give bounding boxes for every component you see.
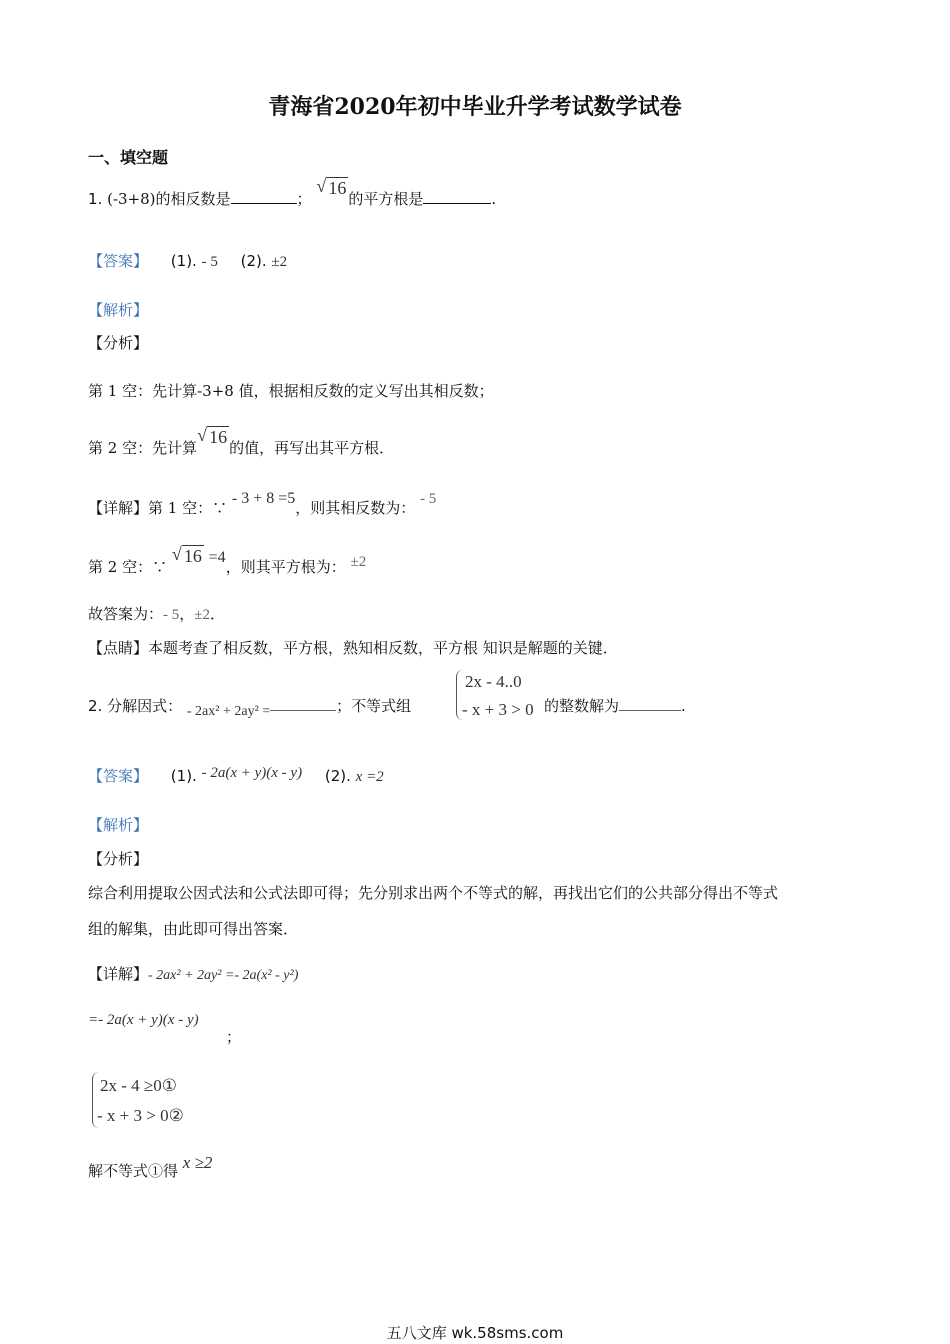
text: ，则其相反数为： bbox=[295, 499, 416, 517]
part-label: (2). bbox=[324, 767, 351, 785]
final-answer-line bbox=[88, 603, 225, 624]
answer-value: - 2a(x + y)(x - y) bbox=[201, 765, 303, 781]
answer-value: x =2 bbox=[355, 769, 384, 785]
answer-tag: 【答案】 bbox=[88, 767, 149, 785]
math-expression: x ≥2 bbox=[182, 1153, 213, 1172]
footer-watermark: 五八文库 wk.58sms.com bbox=[386, 1324, 564, 1342]
part-label: (1). bbox=[170, 767, 197, 785]
section-heading: 一、填空题 bbox=[88, 148, 169, 167]
jiexi-heading: 【解析】 bbox=[88, 301, 149, 319]
document-title: 青海省2020年初中毕业升学考试数学试卷 bbox=[268, 94, 682, 120]
question-text: 分解因式： bbox=[107, 697, 183, 715]
answer-value: ±2 bbox=[271, 254, 288, 270]
text: 第 2 空：∵ bbox=[88, 558, 168, 576]
math-value: ±2 bbox=[350, 554, 367, 570]
part-label: (2). bbox=[240, 252, 267, 270]
analysis-line: 综合利用提取公因式法和公式法即可得；先分别求出两个不等式的解，再找出它们的公共部分得出不等式 bbox=[88, 884, 779, 902]
question-text: 的平方根是 bbox=[348, 190, 424, 208]
text: 第 1 空：∵ bbox=[148, 499, 228, 517]
math-value: ±2 bbox=[194, 607, 211, 623]
sqrt-expression: √ 16 bbox=[316, 176, 347, 198]
analysis-line bbox=[88, 425, 395, 458]
math-expression: - 2ax² + 2ay² = bbox=[186, 704, 271, 719]
text: 本题考查了相反数，平方根，熟知相反数，平方根 知识是解题的关键． bbox=[148, 639, 618, 657]
system-line: 2x - 4..0 bbox=[465, 672, 522, 691]
sqrt-expression: √ 16 bbox=[171, 544, 202, 566]
system-line: - x + 3 > 0 bbox=[462, 700, 534, 719]
part-label: (1). bbox=[170, 252, 197, 270]
analysis-line: 组的解集，由此即可得出答案． bbox=[88, 920, 299, 938]
fenxi-heading: 【分析】 bbox=[88, 850, 149, 868]
question-number: 1. bbox=[88, 190, 103, 208]
detail-line bbox=[88, 544, 367, 577]
question-text: (-3+8)的相反数是 bbox=[107, 190, 231, 208]
semicolon: ； bbox=[226, 1028, 242, 1046]
text: 故答案为： bbox=[88, 605, 164, 623]
detail-tag: 【详解】 bbox=[88, 965, 149, 983]
period: . bbox=[681, 697, 686, 715]
sqrt-expression: √ 16 bbox=[197, 425, 228, 447]
answer-value: - 5 bbox=[201, 254, 218, 270]
question-text: 的整数解为 bbox=[544, 697, 620, 715]
math-expression: =- 2a(x + y)(x - y) bbox=[88, 1012, 199, 1028]
math-expression: - 2ax² + 2ay² =- 2a(x² - y²) bbox=[148, 968, 299, 983]
text: ， bbox=[179, 605, 195, 623]
answer-blank bbox=[619, 696, 681, 711]
text: 第 2 空：先计算 bbox=[88, 439, 198, 457]
answer-tag: 【答案】 bbox=[88, 252, 149, 270]
detail-line bbox=[88, 1010, 199, 1029]
answer-2 bbox=[88, 765, 384, 786]
text: 的值，再写出其平方根． bbox=[229, 439, 395, 457]
jiexi-heading: 【解析】 bbox=[88, 816, 149, 834]
answer-blank bbox=[270, 696, 336, 711]
detail-line bbox=[88, 1153, 213, 1181]
text: ，则其平方根为： bbox=[225, 558, 346, 576]
answer-blank bbox=[231, 189, 297, 204]
text: 解不等式①得 bbox=[88, 1162, 179, 1180]
answer-1 bbox=[88, 250, 287, 271]
radicand: 16 bbox=[209, 427, 228, 447]
analysis-line: 第 1 空：先计算-3+8 值，根据相反数的定义写出其相反数； bbox=[88, 382, 494, 400]
detail-line bbox=[88, 490, 437, 518]
detail-line bbox=[88, 963, 298, 984]
question-2 bbox=[88, 695, 412, 719]
math-expression: - 3 + 8 =5 bbox=[231, 490, 296, 507]
separator: ； bbox=[296, 190, 312, 208]
system-line: 2x - 4 ≥0① bbox=[100, 1076, 177, 1095]
fenxi-heading: 【分析】 bbox=[88, 334, 149, 352]
text: ；不等式组 bbox=[336, 697, 412, 715]
radicand: 16 bbox=[328, 178, 347, 198]
dianjing-line bbox=[88, 637, 618, 658]
math-value: - 5 bbox=[420, 491, 437, 507]
question-number: 2. bbox=[88, 697, 103, 715]
question-text-tail bbox=[544, 695, 686, 716]
period: . bbox=[491, 190, 497, 208]
question-1 bbox=[88, 176, 497, 209]
dianjing-tag: 【点睛】 bbox=[88, 639, 149, 657]
math-value: - 5 bbox=[163, 607, 180, 623]
text: ． bbox=[210, 605, 226, 623]
answer-blank bbox=[423, 189, 491, 204]
radicand: 16 bbox=[183, 546, 202, 566]
detail-tag: 【详解】 bbox=[88, 499, 149, 517]
system-line: - x + 3 > 0② bbox=[97, 1106, 184, 1125]
math-expression: =4 bbox=[208, 549, 226, 566]
